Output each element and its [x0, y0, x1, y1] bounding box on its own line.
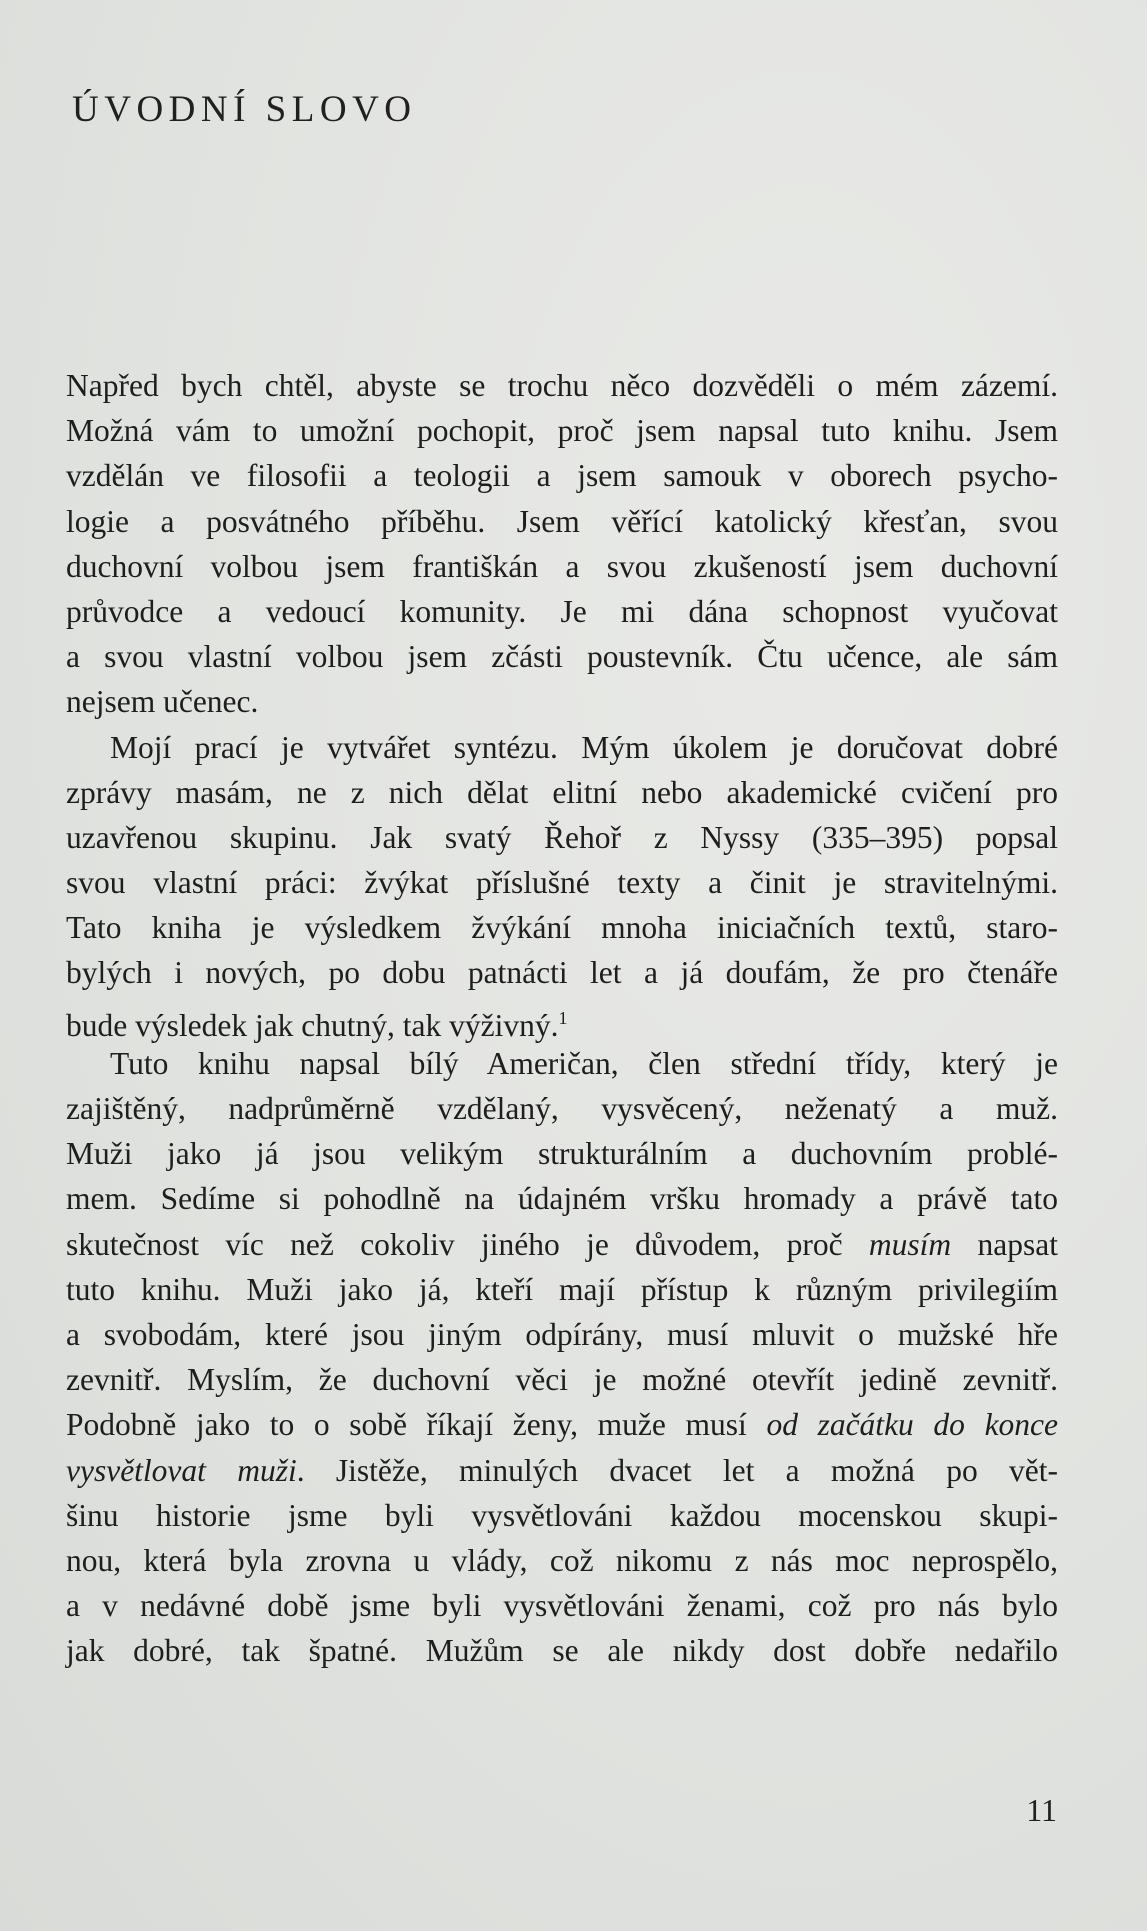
- text-segment: skutečnost víc než cokoliv jiného je důvodem, proč: [66, 1226, 843, 1262]
- text-line: šinu historie jsme byli vysvětlováni každou mocenskou skupi-: [66, 1497, 1058, 1533]
- text-line: Tato kniha je výsledkem žvýkání mnoha iniciačních textů, staro-: [66, 910, 1058, 946]
- text-line: a svobodám, které jsou jiným odpírány, musí mluvit o mužské hře: [66, 1316, 1058, 1352]
- text-line: vzdělán ve filosofii a teologii a jsem samouk v oborech psycho-: [66, 458, 1058, 494]
- text-line: a svou vlastní volbou jsem zčásti poustevník. Čtu učence, ale sám: [66, 639, 1058, 675]
- text-line: tuto knihu. Muži jako já, kteří mají přístup k různým privilegiím: [66, 1271, 1058, 1307]
- chapter-title: ÚVODNÍ SLOVO: [72, 89, 417, 130]
- emphasis-text: vysvětlovat muži: [66, 1452, 297, 1488]
- text-segment: Podobně jako to o sobě říkají ženy, muže musí: [66, 1407, 747, 1443]
- text-line: logie a posvátného příběhu. Jsem věřící katolický křesťan, svou: [66, 503, 1058, 539]
- page-number: 11: [1026, 1792, 1057, 1828]
- footnote-reference: 1: [558, 1007, 568, 1028]
- body-text: [66, 363, 1058, 1673]
- text-line: Tuto knihu napsal bílý Američan, člen střední třídy, který je: [110, 1045, 1058, 1081]
- text-line: zevnitř. Myslím, že duchovní věci je možné otevřít jedině zevnitř.: [66, 1362, 1058, 1398]
- text-line: [66, 1402, 1058, 1447]
- text-line: zprávy masám, ne z nich dělat elitní nebo akademické cvičení pro: [66, 774, 1058, 810]
- text-line: Napřed bych chtěl, abyste se trochu něco dozvěděli o mém zázemí.: [66, 368, 1058, 403]
- text-line: jak dobré, tak špatné. Mužům se ale nikdy dost dobře nedařilo: [66, 1633, 1058, 1669]
- emphasis-text: musím: [868, 1226, 952, 1262]
- text-line: duchovní volbou jsem františkán a svou zkušeností jsem duchovní: [66, 548, 1058, 584]
- text-segment: . Jistěže, minulých dvacet let a možná po vět-: [296, 1452, 1058, 1488]
- text-line: mem. Sedíme si pohodlně na údajném vršku hromady a právě tato: [66, 1181, 1058, 1217]
- text-line: průvodce a vedoucí komunity. Je mi dána schopnost vyučovat: [66, 593, 1058, 629]
- text-segment: bude výsledek jak chutný, tak výživný.: [66, 1007, 559, 1043]
- text-line: a v nedávné době jsme byli vysvětlováni ženami, což pro nás bylo: [66, 1588, 1058, 1624]
- text-line: [66, 996, 1058, 1041]
- text-line: svou vlastní práci: žvýkat příslušné texty a činit je stravitelnými.: [66, 865, 1058, 901]
- text-line: [66, 1222, 1058, 1267]
- text-line: Mojí prací je vytvářet syntézu. Mým úkolem je doručovat dobré: [110, 729, 1058, 765]
- text-line: [66, 1448, 1058, 1493]
- text-line: bylých i nových, po dobu patnácti let a já doufám, že pro čtenáře: [66, 955, 1058, 991]
- text-segment: napsat: [977, 1226, 1059, 1262]
- emphasis-text: od začátku do konce: [766, 1407, 1059, 1443]
- text-line: nou, která byla zrovna u vlády, což nikomu z nás moc neprospělo,: [66, 1542, 1058, 1578]
- text-line: uzavřenou skupinu. Jak svatý Řehoř z Nyssy (335–395) popsal: [66, 819, 1058, 855]
- text-line: nejsem učenec.: [66, 684, 259, 720]
- text-line: Možná vám to umožní pochopit, proč jsem napsal tuto knihu. Jsem: [66, 413, 1058, 449]
- text-line: zajištěný, nadprůměrně vzdělaný, vysvěcený, neženatý a muž.: [66, 1091, 1058, 1126]
- text-line: Muži jako já jsou velikým strukturálním a duchovním problé-: [66, 1136, 1058, 1172]
